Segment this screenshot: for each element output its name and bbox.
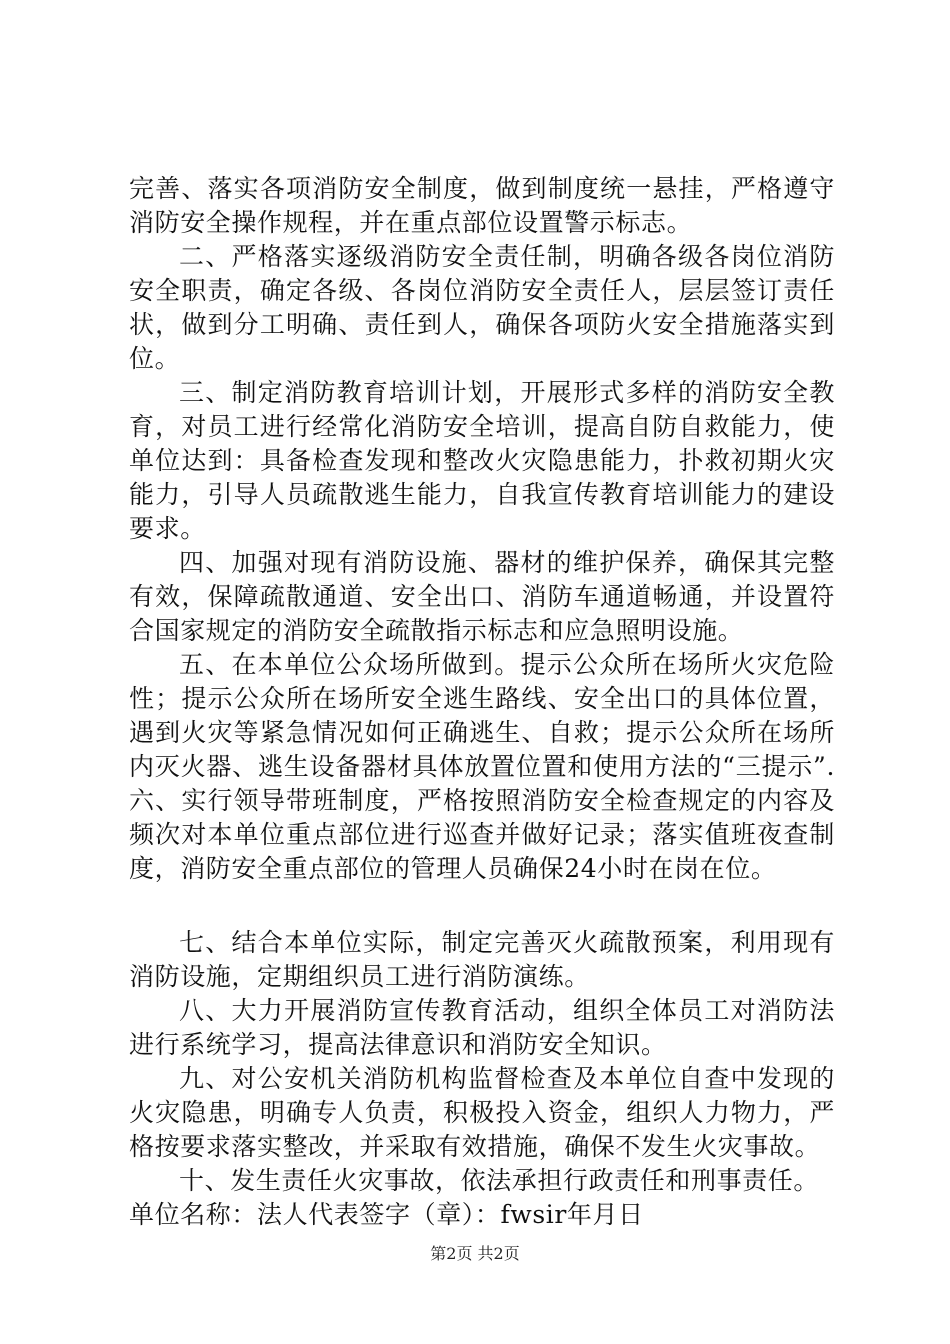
paragraph-item-5-6: 五、在本单位公众场所做到。提示公众所在场所火灾危险性；提示公众所在场所安全逃生路线、安全出口的具体位置，遇到火灾等紧急情况如何正确逃生、自救；提示公众所在场所内灭火器、逃生设备器材具体放置位置和使用方法的“三提示”.六、实行领导带班制度，严格按照消防安全检查规定的内容及频次对本单位重点部位进行巡查并做好记录；落实值班夜查制度，消防安全重点部位的管理人员确保24小时在岗在位。 bbox=[129, 650, 835, 883]
paragraph-item-7: 七、结合本单位实际，制定完善灭火疏散预案，利用现有消防设施，定期组织员工进行消防演练。 bbox=[129, 928, 835, 991]
page-footer bbox=[0, 1243, 950, 1265]
paragraph-item-9: 九、对公安机关消防机构监督检查及本单位自查中发现的火灾隐患，明确专人负责，积极投入资金，组织人力物力，严格按要求落实整改，并采取有效措施，确保不发生火灾事故。 bbox=[129, 1064, 835, 1161]
paragraph-item-4: 四、加强对现有消防设施、器材的维护保养，确保其完整有效，保障疏散通道、安全出口、消防车通道畅通，并设置符合国家规定的消防安全疏散指示标志和应急照明设施。 bbox=[129, 548, 835, 645]
paragraph-continuation: 完善、落实各项消防安全制度，做到制度统一悬挂，严格遵守消防安全操作规程，并在重点部位设置警示标志。 bbox=[129, 174, 835, 237]
paragraph-item-8: 八、大力开展消防宣传教育活动，组织全体员工对消防法进行系统学习，提高法律意识和消防安全知识。 bbox=[129, 996, 835, 1059]
document-body bbox=[129, 172, 835, 1232]
page-number: 第2页 共2页 bbox=[430, 1244, 520, 1263]
paragraph-item-3: 三、制定消防教育培训计划，开展形式多样的消防安全教育，对员工进行经常化消防安全培训，提高自防自救能力，使单位达到：具备检查发现和整改火灾隐患能力，扑救初期火灾能力，引导人员疏散逃生能力，自我宣传教育培训能力的建设要求。 bbox=[129, 378, 835, 543]
paragraph-item-2: 二、严格落实逐级消防安全责任制，明确各级各岗位消防安全职责，确定各级、各岗位消防安全责任人，层层签订责任状，做到分工明确、责任到人，确保各项防火安全措施落实到位。 bbox=[129, 242, 835, 373]
signature-line: 单位名称：法人代表签字（章）：fwsir年月日 bbox=[129, 1200, 644, 1229]
paragraph-item-10: 十、发生责任火灾事故，依法承担行政责任和刑事责任。 bbox=[179, 1166, 820, 1195]
